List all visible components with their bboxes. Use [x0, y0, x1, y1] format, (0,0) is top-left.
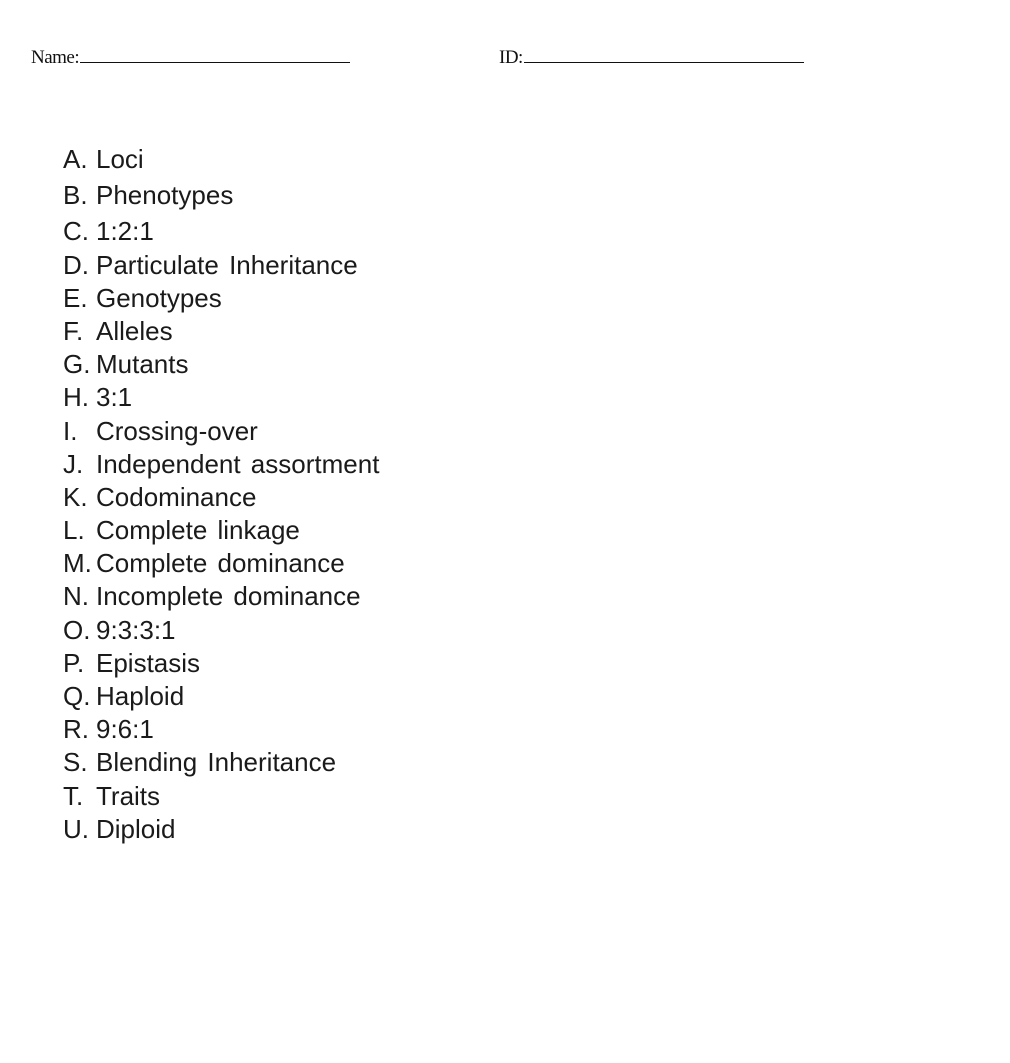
- list-item: [63, 547, 379, 580]
- option-term: Diploid: [96, 813, 176, 844]
- list-item: [63, 415, 379, 448]
- list-item: [63, 580, 379, 613]
- option-letter: C.: [63, 216, 89, 247]
- option-letter: S.: [63, 747, 88, 778]
- list-item: [63, 215, 379, 248]
- list-item: [63, 813, 379, 846]
- option-term: Independent assortment: [96, 448, 380, 479]
- name-label: Name:: [31, 47, 80, 68]
- option-term: 1:2:1: [96, 216, 154, 247]
- option-term: Mutants: [96, 349, 189, 380]
- list-item: [63, 348, 379, 381]
- option-term: Traits: [96, 780, 161, 811]
- option-term: Complete linkage: [96, 515, 300, 546]
- option-letter: U.: [63, 813, 89, 844]
- header: [0, 44, 1010, 74]
- list-item: [63, 514, 379, 547]
- list-item: [63, 647, 379, 680]
- option-letter: R.: [63, 714, 89, 745]
- list-item: [63, 680, 379, 713]
- option-term: Incomplete dominance: [96, 581, 361, 612]
- option-term: 9:6:1: [96, 714, 154, 745]
- id-blank-line[interactable]: [524, 44, 804, 63]
- list-item: [63, 179, 379, 212]
- option-letter: I.: [63, 415, 78, 446]
- option-letter: L.: [63, 515, 85, 546]
- list-item: [63, 315, 379, 348]
- name-blank-line[interactable]: [80, 44, 350, 63]
- option-letter: N.: [63, 581, 89, 612]
- option-term: Particulate Inheritance: [96, 249, 358, 280]
- option-term: 9:3:3:1: [96, 614, 176, 645]
- option-term: Loci: [96, 144, 144, 174]
- list-item: [63, 381, 379, 414]
- option-letter: Q.: [63, 681, 91, 711]
- option-term: Alleles: [96, 315, 173, 346]
- option-letter: D.: [63, 249, 89, 280]
- list-item: [63, 481, 379, 514]
- option-term: Epistasis: [96, 647, 201, 678]
- option-letter: F.: [63, 315, 84, 346]
- list-item: [63, 448, 379, 481]
- list-item: [63, 780, 379, 813]
- option-letter: M.: [63, 548, 92, 579]
- answer-options-list: [63, 143, 379, 846]
- option-term: 3:1: [96, 382, 133, 413]
- option-term: Crossing-over: [96, 415, 258, 446]
- option-letter: P.: [63, 647, 85, 678]
- option-letter: J.: [63, 448, 84, 479]
- option-letter: A.: [63, 144, 88, 174]
- name-field: [31, 44, 350, 69]
- option-letter: T.: [63, 780, 84, 811]
- id-label: ID:: [499, 47, 523, 68]
- list-item: [63, 746, 379, 779]
- id-field: [499, 44, 804, 69]
- option-letter: G.: [63, 349, 91, 380]
- option-term: Phenotypes: [96, 180, 234, 211]
- option-letter: E.: [63, 282, 88, 313]
- option-term: Complete dominance: [96, 548, 345, 579]
- list-item: [63, 249, 379, 282]
- list-item: [63, 143, 379, 176]
- option-term: Genotypes: [96, 282, 222, 313]
- list-item: [63, 713, 379, 746]
- option-letter: H.: [63, 382, 89, 413]
- option-letter: O.: [63, 614, 91, 645]
- option-letter: K.: [63, 481, 88, 512]
- option-term: Blending Inheritance: [96, 747, 337, 778]
- option-letter: B.: [63, 180, 88, 211]
- list-item: [63, 614, 379, 647]
- list-item: [63, 282, 379, 315]
- option-term: Codominance: [96, 481, 257, 512]
- option-term: Haploid: [96, 681, 185, 711]
